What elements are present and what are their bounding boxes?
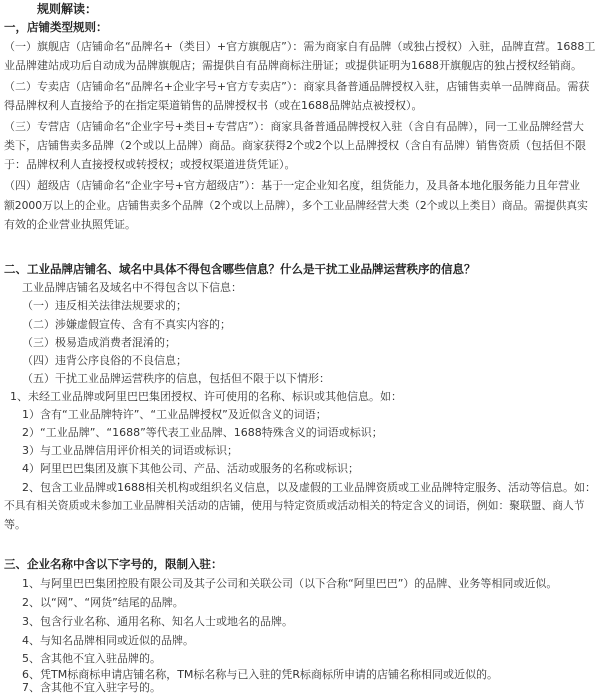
section-1-line: （三）专营店（店铺命名“企业字号+类目+专营店”）：商家具备普通品牌授权入驻（含自有品牌），同一工业品牌经营大 xyxy=(4,120,584,133)
section-3-item: 7、含其他不宜入驻字号的。 xyxy=(22,681,161,694)
section-1-line: 额2000万以上的企业。店铺售卖多个品牌（2个或以上品牌），多个工业品牌经营大类（2个或以上类目）商品。需提供真实 xyxy=(4,199,588,212)
section-2-line: 工业品牌店铺名及域名中不得包含以下信息： xyxy=(22,281,242,294)
section-2-line: 2、包含工业品牌或1688相关机构或组织名义信息，以及虚假的工业品牌资质或工业品牌特定服务、活动等信息。如： xyxy=(22,481,596,494)
section-1-line: （二）专卖店（店铺命名“品牌名+企业字号+官方专卖店”）：商家具备普通品牌授权入驻，店铺售卖单一品牌商品。需获 xyxy=(4,80,590,93)
section-2-line: 4）阿里巴巴集团及旗下其他公司、产品、活动或服务的名称或标识； xyxy=(22,462,359,475)
section-1-line: 于：品牌权利人直接授权或转授权；或授权渠道进货凭证）。 xyxy=(4,158,296,171)
section-3-item: 3、包含行业名称、通用名称、知名人士或地名的品牌。 xyxy=(22,615,293,628)
section-1-line: （四）超级店（店铺命名“企业字号+官方超级店”）：基于一定企业知名度，组货能力，及具备本地化服务能力且年营业 xyxy=(4,179,581,192)
section-2-line: 1）含有“工业品牌特许”、“工业品牌授权”及近似含义的词语； xyxy=(22,408,327,421)
section-2-line: 等。 xyxy=(4,518,26,531)
section-1-heading: 一，店铺类型规则： xyxy=(4,20,108,34)
section-2-line: 2）“工业品牌”、“1688”等代表工业品牌、1688特殊含义的词语或标识； xyxy=(22,426,383,439)
section-2-line: 不具有相关资质或未参加工业品牌相关活动的店铺，使用与特定资质或活动相关的特定含义的词语，例如：聚联盟、商人节 xyxy=(4,499,585,512)
document-title: 规则解读： xyxy=(37,2,98,16)
section-3-heading: 三、企业名称中含以下字号的，限制入驻： xyxy=(4,557,223,571)
section-2-line: （二）涉嫌虚假宣传、含有不真实内容的； xyxy=(22,318,231,331)
section-1-line: 类下，店铺售卖多品牌（2个或以上品牌）商品。商家获得2个或2个以上品牌授权（含自有品牌）销售资质（包括但不限 xyxy=(4,139,586,152)
section-2-line: （四）违背公序良俗的不良信息； xyxy=(22,354,187,367)
section-1-line: 业品牌建站成功后自动成为品牌旗舰店；需提供自有品牌商标注册证；或提供证明为1688开旗舰店的独占授权经销商。 xyxy=(4,59,582,72)
section-1-line: 有效的企业营业执照凭证。 xyxy=(4,218,136,231)
section-3-item: 4、与知名品牌相同或近似的品牌。 xyxy=(22,634,194,647)
section-3-item: 1、与阿里巴巴集团控股有限公司及其子公司和关联公司（以下合称“阿里巴巴”）的品牌、业务等相同或近似。 xyxy=(22,577,558,590)
section-3-item: 6、凭TM标商标申请店铺名称，TM标名称与已入驻的凭R标商标所申请的店铺名称相同或近似的。 xyxy=(22,668,499,681)
section-1-line: （一）旗舰店（店铺命名“品牌名+（类目）+官方旗舰店”）：需为商家自有品牌（或独占授权）入驻，品牌直营。1688工 xyxy=(4,40,596,53)
section-3-item: 5、含其他不宜入驻品牌的。 xyxy=(22,652,161,665)
section-2-heading: 二、工业品牌店铺名、域名中具体不得包含哪些信息？什么是干扰工业品牌运营秩序的信息？ xyxy=(4,262,476,276)
section-1-line: 得品牌权利人直接给予的在指定渠道销售的品牌授权书（或在1688品牌站点被授权）。 xyxy=(4,99,423,112)
section-2-line: 3）与工业品牌信用评价相关的词语或标识； xyxy=(22,444,238,457)
section-3-item: 2、以“网”、“网货”结尾的品牌。 xyxy=(22,596,184,609)
section-2-line: 1、未经工业品牌或阿里巴巴集团授权、许可使用的名称、标识或其他信息。如： xyxy=(10,390,402,403)
section-2-line: （五）干扰工业品牌运营秩序的信息，包括但不限于以下情形： xyxy=(22,372,330,385)
section-2-line: （三）极易造成消费者混淆的； xyxy=(22,336,176,349)
section-2-line: （一）违反相关法律法规要求的； xyxy=(22,299,187,312)
